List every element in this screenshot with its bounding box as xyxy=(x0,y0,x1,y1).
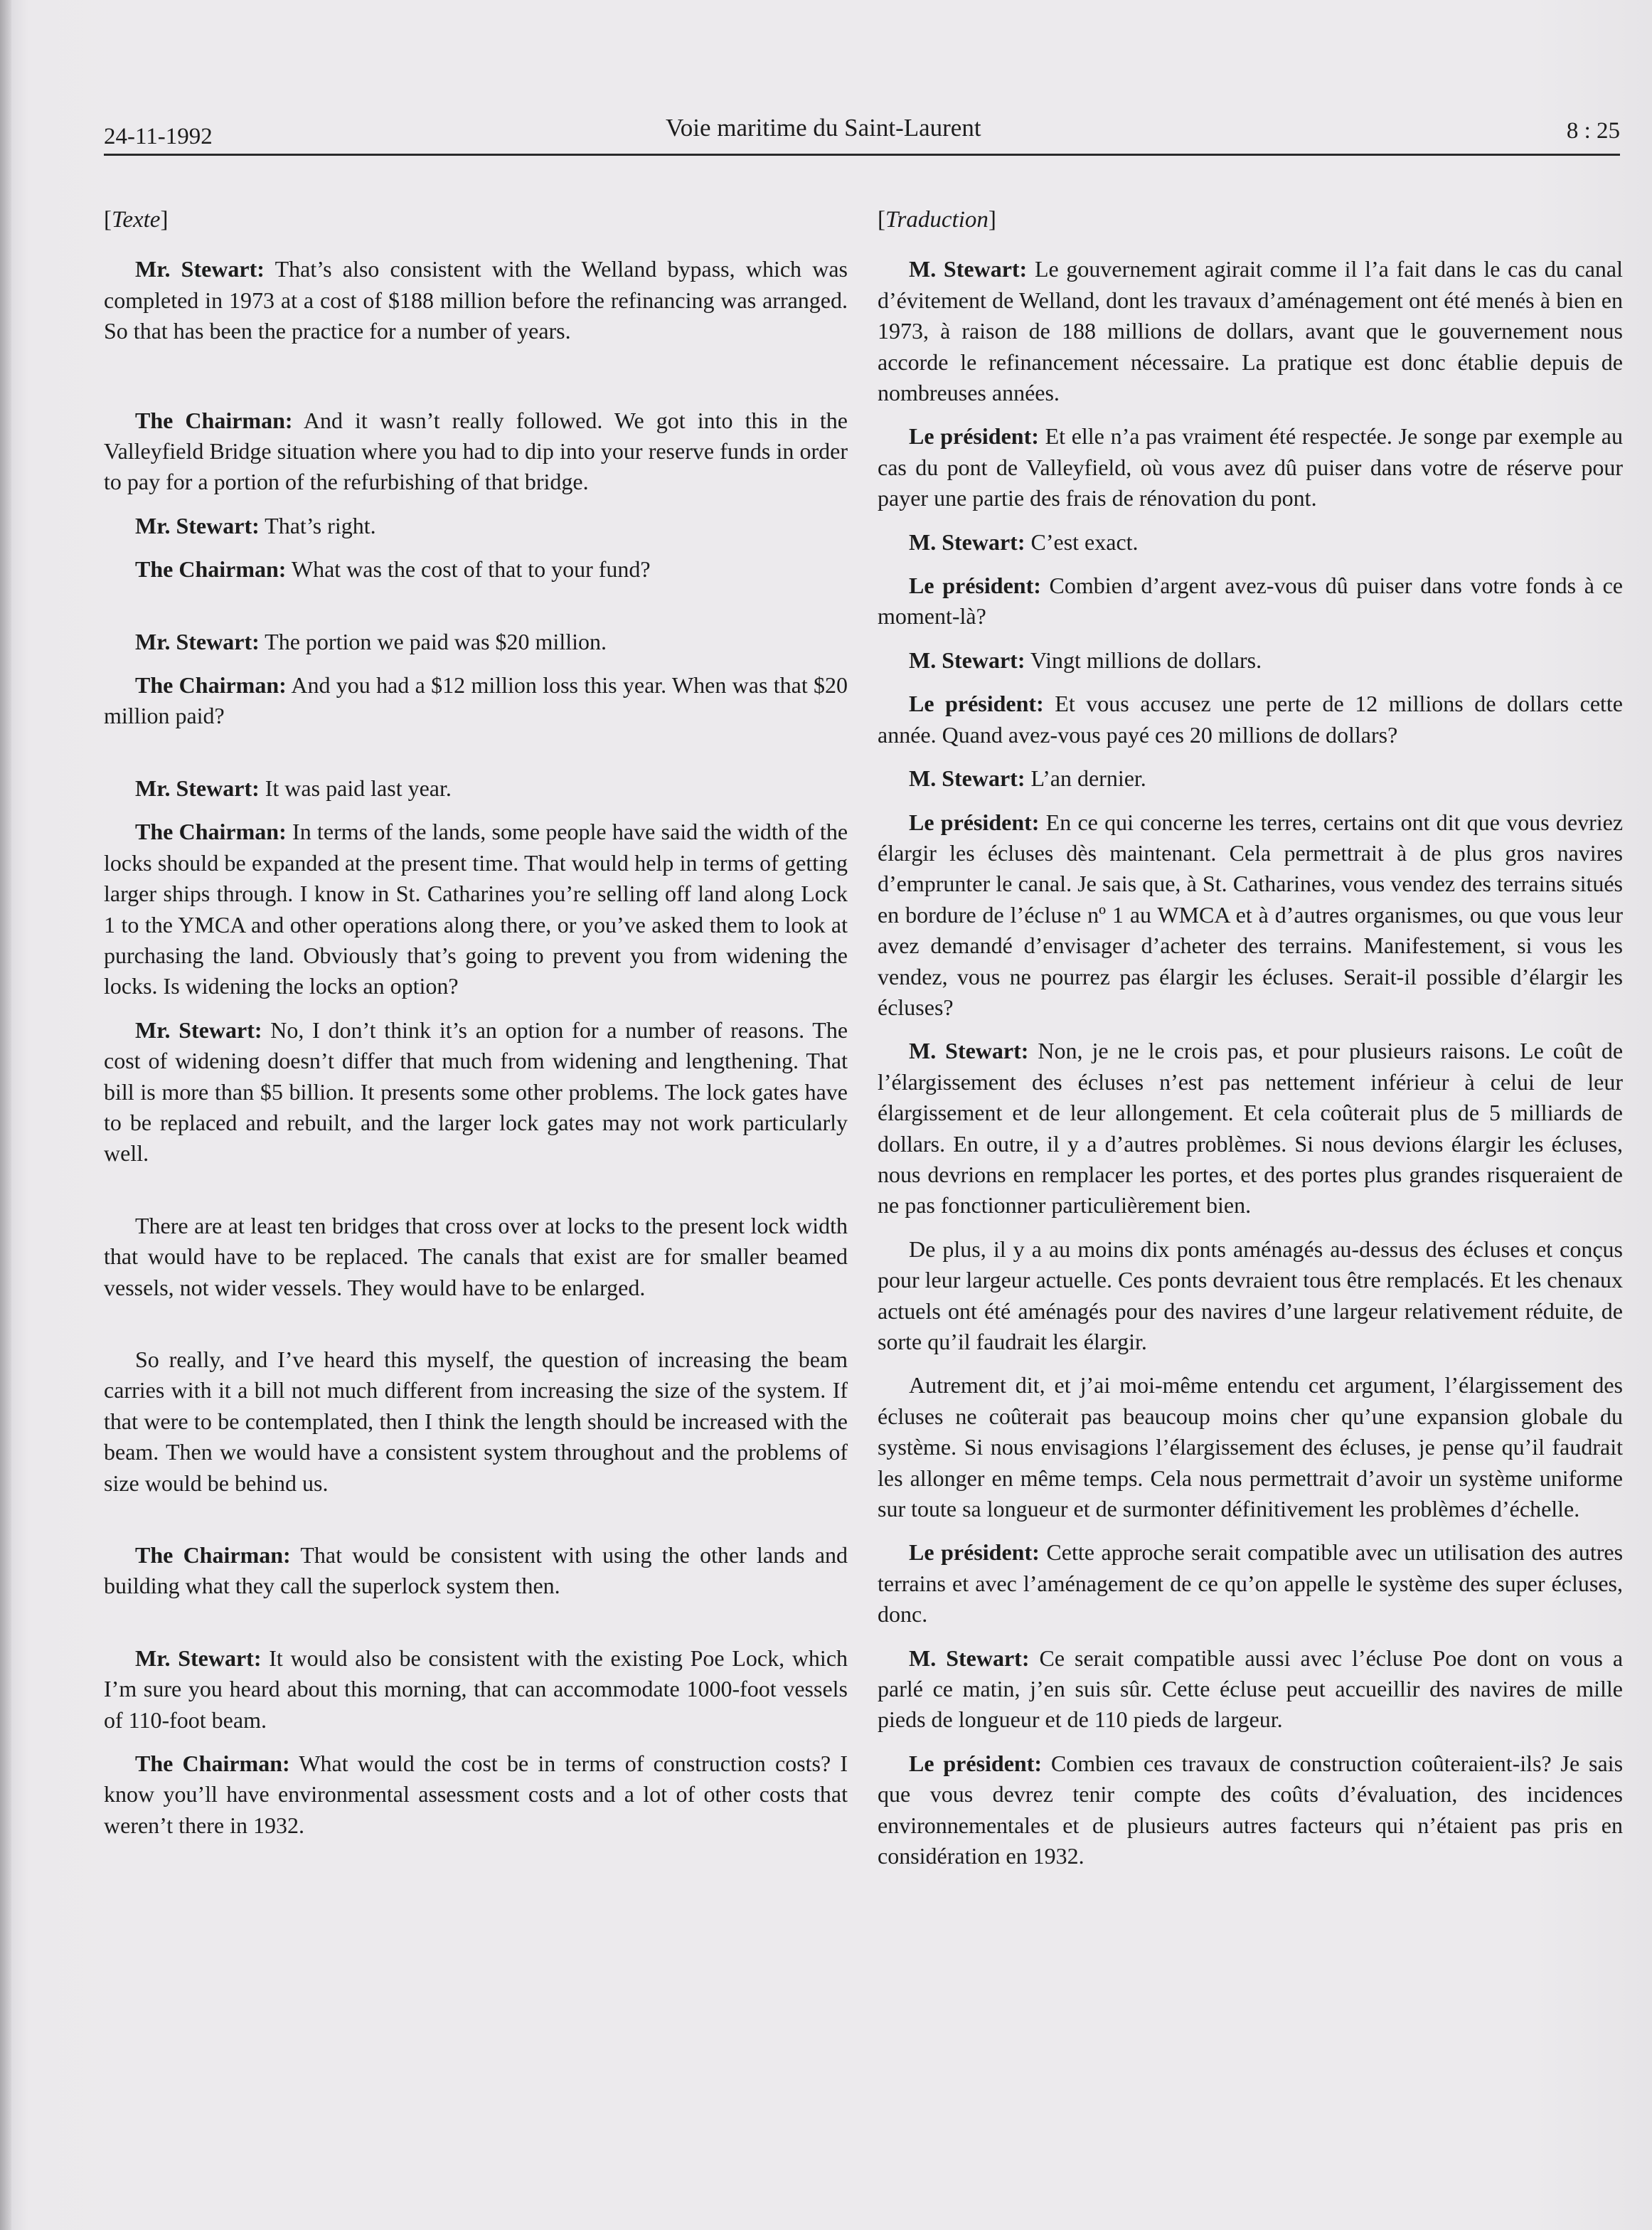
speech: That’s also consistent with the Welland bypass, which was completed in 1973 at a cost of $188 million before the refinancing was arranged. So that has been the practice for a number of years. xyxy=(104,256,848,344)
speech: What would the cost be in terms of construction costs? I know you’ll have environmental assessment costs and a lot of other costs that weren’t there in 1932. xyxy=(104,1751,848,1838)
page-header xyxy=(104,114,1620,158)
speech: What was the cost of that to your fund? xyxy=(291,556,651,583)
speaker: Mr. Stewart: xyxy=(135,256,265,282)
speaker: The Chairman: xyxy=(135,407,293,433)
speaker: M. Stewart: xyxy=(909,765,1025,792)
speaker: Le président: xyxy=(909,423,1039,450)
paragraph xyxy=(104,1211,848,1303)
speaker: Mr. Stewart: xyxy=(135,1645,262,1671)
speech: That would be consistent with using the other lands and building what they call the superlock system then. xyxy=(104,1542,848,1599)
speaker: The Chairman: xyxy=(135,1542,291,1568)
paragraph xyxy=(878,807,1623,1024)
speaker: Le président: xyxy=(909,1539,1040,1566)
paragraph xyxy=(878,254,1623,408)
speaker: Mr. Stewart: xyxy=(135,512,260,538)
speaker: Le président: xyxy=(909,691,1044,717)
speech: It was paid last year. xyxy=(265,775,452,801)
header-date: 24-11-1992 xyxy=(104,124,213,149)
speech: En ce qui concerne les terres, certains ont dit que vous devriez élargir les écluses dès maintenant. Cela permettrait à de plus gros navires d’emprunter le canal. Je sais que, à St. Catharines, vous vendez des terrains situés en bordure de l’écluse nº 1 au WMCA et à d’autres organismes, ou que vous leur avez demandé d’envisager d’acheter des terrains. Manifestement, si vous les vendez, vous ne pourrez pas élargir les écluses. Serait-il possible d’élargir les écluses? xyxy=(878,809,1624,1020)
speaker: M. Stewart: xyxy=(909,1645,1030,1671)
paragraph xyxy=(878,421,1623,514)
speech: So really, and I’ve heard this myself, the question of increasing the beam carries with it a bill not much different from increasing the size of the system. If that were to be contemplated, then I think the length should be increased with the beam. Then we would have a consistent system throughout and the problems of size would be behind us. xyxy=(104,1346,848,1496)
speaker: Le président: xyxy=(909,1750,1043,1776)
header-rule xyxy=(104,154,1620,156)
speaker: Le président: xyxy=(909,573,1041,599)
speaker: Le président: xyxy=(909,809,1040,835)
paragraph xyxy=(104,670,848,732)
paragraph xyxy=(104,1748,848,1841)
speaker: The Chairman: xyxy=(135,819,287,845)
paragraph xyxy=(104,511,848,541)
paragraph xyxy=(878,763,1623,794)
speaker: The Chairman: xyxy=(135,672,287,699)
speech: Autrement dit, et j’ai moi-même entendu cet argument, l’élargissement des écluses ne coûterait pas beaucoup moins cher qu’une expansion globale du système. Si nous envisagions l’élargissement des écluses, je pense qu’il faudrait les allonger en même temps. Cela nous permettrait d’avoir un système uniforme sur toute sa longueur et de surmonter définitivement les problèmes d’échelle. xyxy=(878,1372,1623,1522)
french-column xyxy=(878,205,1623,1885)
paragraph xyxy=(878,1748,1623,1872)
paragraph xyxy=(104,1540,848,1602)
paragraph xyxy=(878,689,1623,750)
speech: In terms of the lands, some people have said the width of the locks should be expanded at the present time. That would help in terms of getting larger ships through. I know in St. Catharines you’re selling off land along Lock 1 to the YMCA and other operations along there, or you’ve asked them to look at purchasing the land. Obviously that’s going to prevent you from widening the locks. Is widening the locks an option? xyxy=(104,819,848,999)
speech: Vingt millions de dollars. xyxy=(1030,647,1262,673)
paragraph xyxy=(878,527,1623,558)
speaker: Mr. Stewart: xyxy=(135,775,260,801)
speaker: Mr. Stewart: xyxy=(135,1016,262,1043)
paragraph xyxy=(104,1344,848,1499)
speech: And you had a $12 million loss this year. When was that $20 million paid? xyxy=(104,672,848,729)
speech: Combien ces travaux de construction coûteraient-ils? Je sais que vous devrez tenir compte des coûts d’évaluation, des incidences environnementales et de plusieurs autres facteurs qui n’étaient pas pris en considération en 1932. xyxy=(878,1750,1624,1869)
speaker: M. Stewart: xyxy=(909,256,1028,282)
paragraph xyxy=(878,1370,1623,1524)
speech: De plus, il y a au moins dix ponts aménagés au-dessus des écluses et conçus pour leur largeur actuelle. Ces ponts devraient tous être remplacés. Et les chenaux actuels ont été aménagés pour des navires d’une largeur relativement réduite, de sorte qu’il faudrait les élargir. xyxy=(878,1236,1623,1354)
speaker: M. Stewart: xyxy=(909,647,1025,673)
speaker: The Chairman: xyxy=(135,1751,290,1777)
paragraph xyxy=(104,627,848,657)
speech: Et vous accusez une perte de 12 millions de dollars cette année. Quand avez-vous payé ces 20 millions de dollars? xyxy=(878,691,1624,748)
speech: The portion we paid was $20 million. xyxy=(265,628,607,654)
column-label: [Texte] xyxy=(104,207,169,233)
speech: Combien d’argent avez-vous dû puiser dans votre fonds à ce moment-là? xyxy=(878,573,1623,630)
speaker: M. Stewart: xyxy=(909,1038,1029,1064)
column-label: [Traduction] xyxy=(878,207,996,233)
paragraph xyxy=(104,554,848,585)
binding-edge xyxy=(0,0,11,2230)
paragraph xyxy=(104,817,848,1002)
speech: There are at least ten bridges that cross over at locks to the present lock width that would have to be replaced. The canals that exist are for smaller beamed vessels, not wider vessels. They would have to be enlarged. xyxy=(104,1212,848,1300)
speaker: Mr. Stewart: xyxy=(135,628,260,654)
speech: Non, je ne le crois pas, et pour plusieurs raisons. Le coût de l’élargissement des écluses n’est pas nettement inférieur à celui de leur élargissement et de leur allongement. Et cela coûterait plus de 5 milliards de dollars. En outre, il y a d’autres problèmes. Si nous devions élargir les écluses, nous devrions en remplacer les portes, et des portes plus grandes risqueraient de ne pas fonctionner particulièrement bien. xyxy=(878,1038,1624,1218)
paragraph xyxy=(104,1015,848,1169)
paragraph xyxy=(878,1234,1623,1358)
speaker: M. Stewart: xyxy=(909,529,1025,555)
paragraph xyxy=(878,1537,1623,1630)
paragraph xyxy=(104,405,848,498)
speech: C’est exact. xyxy=(1030,529,1139,555)
speaker: The Chairman: xyxy=(135,556,287,583)
paragraph xyxy=(878,1036,1623,1221)
speech: No, I don’t think it’s an option for a number of reasons. The cost of widening doesn’t differ that much from widening and lengthening. That bill is more than $5 billion. It presents some other problems. The lock gates have to be replaced and rebuilt, and the larger lock gates may not work particularly well. xyxy=(104,1016,848,1167)
paragraph xyxy=(104,1643,848,1736)
speech: It would also be consistent with the existing Poe Lock, which I’m sure you heard about this morning, that can accommodate 1000-foot vessels of 110-foot beam. xyxy=(104,1645,848,1733)
speech: That’s right. xyxy=(265,512,376,538)
paragraph xyxy=(878,1643,1623,1736)
paragraph xyxy=(104,773,848,804)
header-page-number: 8 : 25 xyxy=(1566,118,1620,144)
paragraph xyxy=(878,570,1623,632)
speech: And it wasn’t really followed. We got into this in the Valleyfield Bridge situation where you had to dip into your reserve funds in order to pay for a portion of the refurbishing of that bridge. xyxy=(104,407,848,495)
speech: Cette approche serait compatible avec un utilisation des autres terrains et avec l’aménagement de ce qu’on appelle le système des super écluses, donc. xyxy=(878,1539,1624,1628)
speech: Le gouvernement agirait comme il l’a fait dans le cas du canal d’évitement de Welland, dont les travaux d’aménagement ont été menés à bien en 1973, à raison de 188 millions de dollars, avant que le gouvernement nous accorde le refinancement nécessaire. La pratique est donc établie depuis de nombreuses années. xyxy=(878,256,1624,406)
header-title: Voie maritime du Saint-Laurent xyxy=(666,114,981,142)
paragraph xyxy=(104,254,848,346)
speech: Et elle n’a pas vraiment été respectée. Je songe par exemple au cas du pont de Valleyfield, où vous avez dû puiser dans votre de réserve pour payer une partie des frais de rénovation du pont. xyxy=(878,423,1624,511)
speech: Ce serait compatible aussi avec l’écluse Poe dont on vous a parlé ce matin, j’en suis sûr. Cette écluse peut accueillir des navires de mille pieds de longueur et de 110 pieds de largeur. xyxy=(878,1645,1624,1733)
english-column xyxy=(104,205,848,1854)
speech: L’an dernier. xyxy=(1030,765,1146,792)
paragraph xyxy=(878,645,1623,676)
